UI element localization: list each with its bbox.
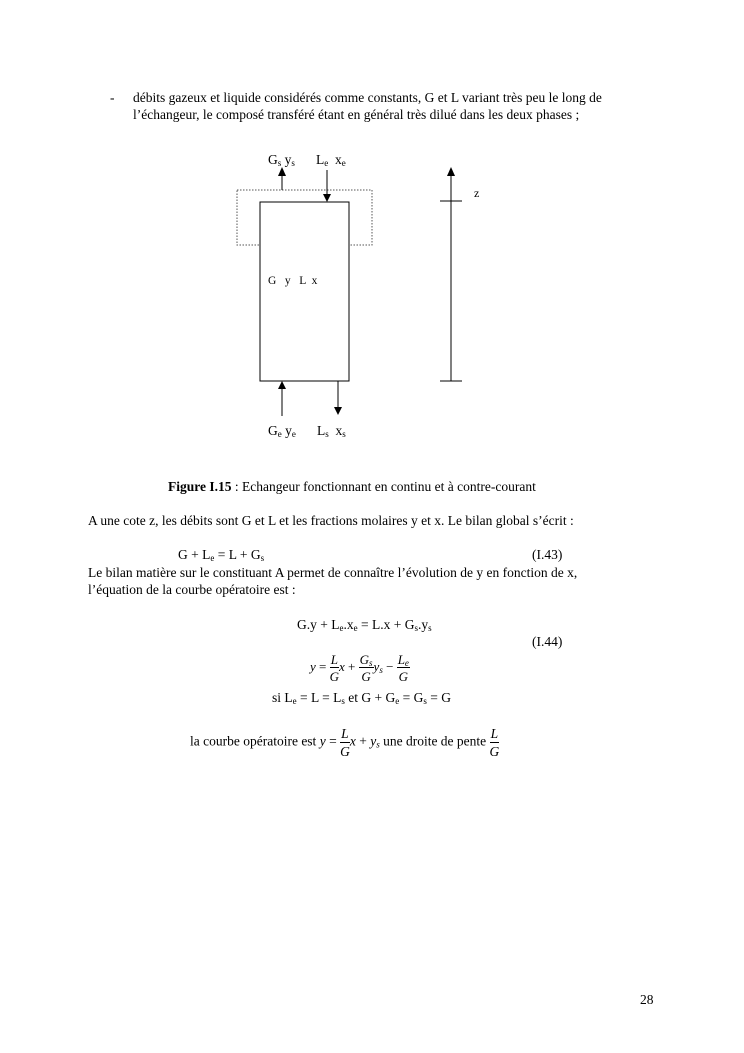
- liquid-inlet-arrowhead: [323, 194, 331, 202]
- label-ls-xs: $L_s$ $x_s$: [317, 423, 346, 439]
- bullet-marker: -: [110, 90, 115, 105]
- equation-number-i44: (I.44): [532, 634, 563, 649]
- liquid-outlet-arrowhead: [334, 407, 342, 415]
- label-inside-column: G y L x: [268, 275, 318, 287]
- paragraph-bilan-matiere-2: l’équation de la courbe opératoire est :: [88, 582, 296, 597]
- bullet-line-1: débits gazeux et liquide considérés comme constants, G et L variant très peu le long de: [133, 90, 602, 105]
- condition-line: si $L_e = L = L_s$ et $G + G_e = G_s = G$: [272, 690, 451, 706]
- gas-outlet-arrowhead: [278, 167, 286, 176]
- label-ge-ye: $G_e$ $y_e$: [268, 423, 296, 439]
- final-statement: la courbe opératoire est y = $\frac{L}{G}$ $x + y_s$ une droite de pente $\frac{L}{G}$: [190, 726, 500, 759]
- bullet-line-2: l’échangeur, le composé transféré étant en général très dilué dans les deux phases ;: [133, 107, 580, 122]
- equation-i44-balance: $G.y + L_e.x_e = L.x + G_s.y_s$: [297, 617, 432, 633]
- paragraph-bilan-matiere-1: Le bilan matière sur le constituant A permet de connaître l’évolution de y en fonction de x,: [88, 565, 578, 580]
- gas-inlet-arrowhead: [278, 381, 286, 389]
- figure-caption: Figure I.15 : Echangeur fonctionnant en continu et à contre-courant: [168, 479, 536, 494]
- label-le-xe: $L_e$ $x_e$: [316, 152, 346, 168]
- exchanger-column: [260, 202, 349, 381]
- paragraph-bilan-global: A une cote z, les débits sont G et L et les fractions molaires y et x. Le bilan global s’écrit :: [88, 513, 574, 528]
- z-axis-arrowhead: [447, 167, 455, 176]
- equation-i44-operating-line: y = $\frac{L}{G}$ x + $\frac{G_s}{G}$ $y_s$ − $\frac{L_e}{G}$: [310, 652, 409, 684]
- label-gs-ys: $G_s$ $y_s$: [268, 152, 295, 168]
- page-number: 28: [640, 992, 654, 1007]
- label-z: z: [474, 186, 480, 200]
- equation-number-i43: (I.43): [532, 547, 563, 562]
- equation-i43: $G + L_e = L + G_s$: [178, 547, 265, 563]
